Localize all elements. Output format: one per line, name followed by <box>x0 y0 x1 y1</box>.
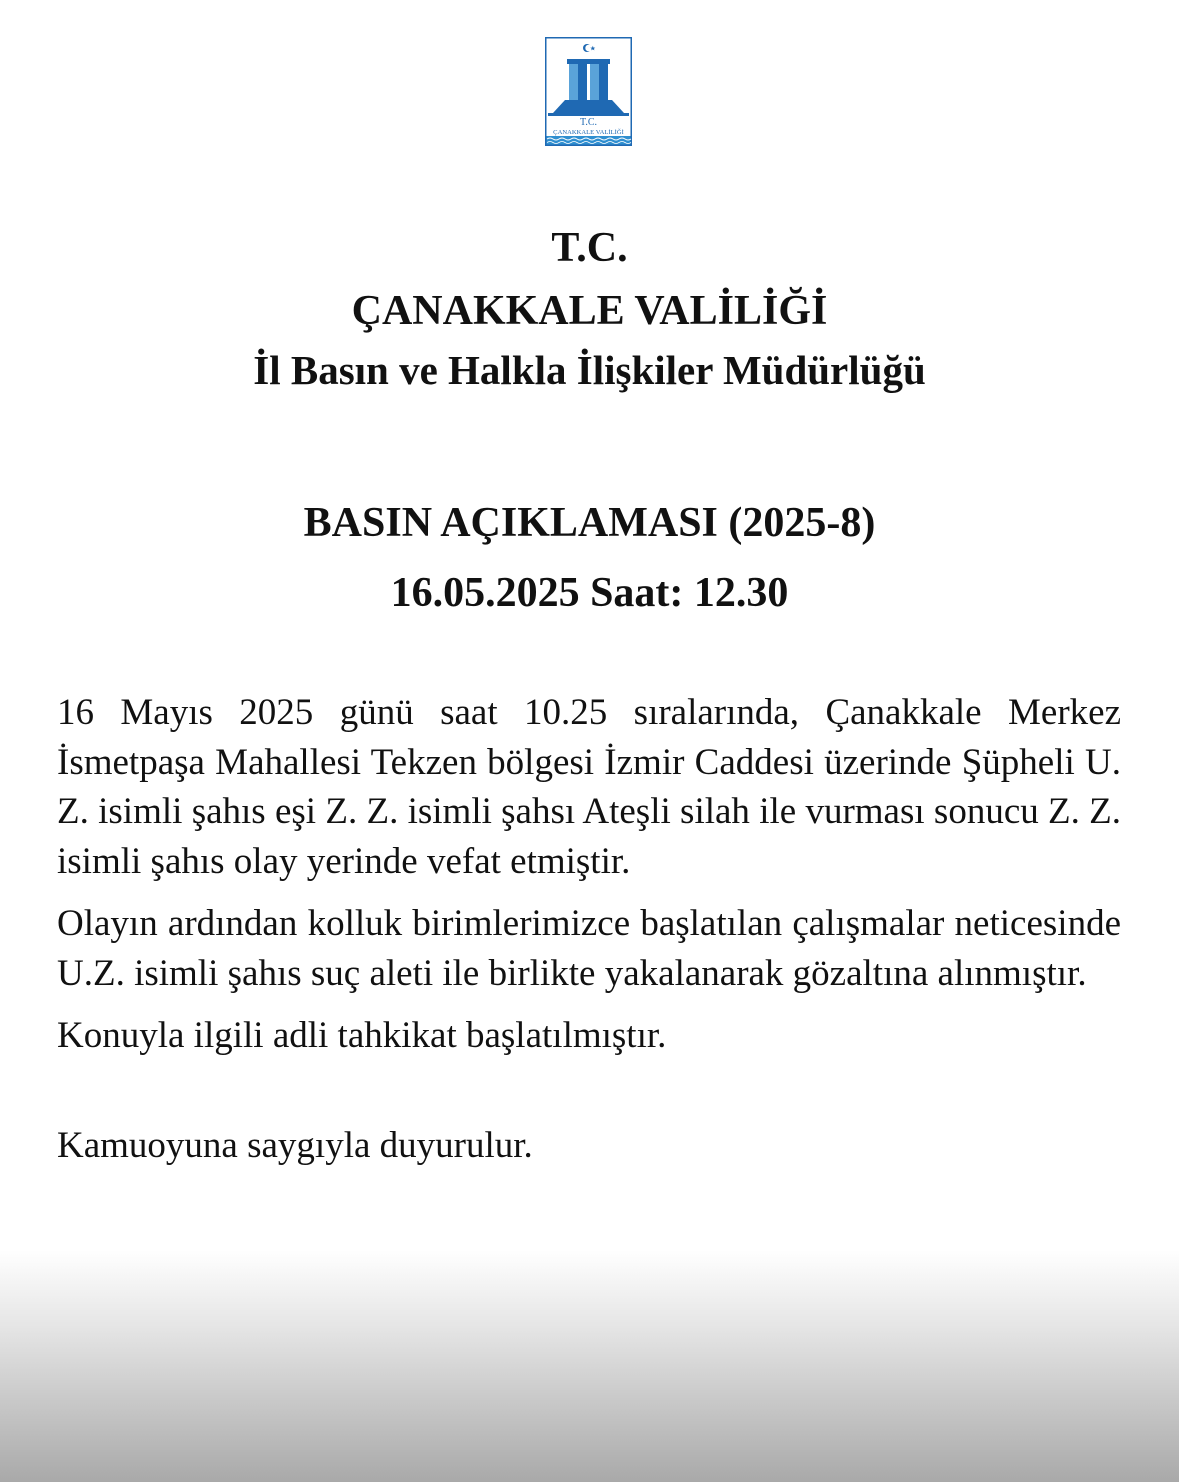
header-governorship: ÇANAKKALE VALİLİĞİ <box>351 288 828 334</box>
announcement-date-time: 16.05.2025 Saat: 12.30 <box>390 570 789 616</box>
body-closing: Kamuoyuna saygıyla duyurulur. <box>57 1124 533 1166</box>
header-tc: T.C. <box>551 225 628 271</box>
logo-caption-tc: T.C. <box>579 117 598 128</box>
announcement-body <box>57 688 1121 1183</box>
martyrs-memorial-emblem-icon <box>545 37 632 146</box>
announcement-title-block <box>0 488 1179 628</box>
body-paragraph-3: Konuyla ilgili adli tahkikat başlatılmıştır. <box>57 1015 667 1056</box>
body-paragraph-2: Olayın ardından kolluk birimlerimizce başlatılan çalışmalar neticesinde U.Z. isimli şahıs suç aleti ile birlikte yakalanarak gözaltına alınmıştır. <box>57 903 1121 994</box>
logo-caption-valilik: ÇANAKKALE VALİLİĞİ <box>553 129 624 136</box>
canakkale-valiligi-logo <box>545 37 632 146</box>
announcement-title: BASIN AÇIKLAMASI (2025-8) <box>303 500 876 546</box>
header-directorate: İl Basın ve Halkla İlişkiler Müdürlüğü <box>253 347 926 393</box>
document-header <box>0 220 1179 398</box>
body-paragraph-1: 16 Mayıs 2025 günü saat 10.25 sıralarında, Çanakkale Merkez İsmetpaşa Mahallesi Tekzen bölgesi İzmir Caddesi üzerinde Şüpheli U. Z. isimli şahıs eşi Z. Z. isimli şahsı Ateşli silah ile vurması sonucu Z. Z. isimli şahıs olay yerinde vefat etmiştir. <box>57 692 1121 882</box>
